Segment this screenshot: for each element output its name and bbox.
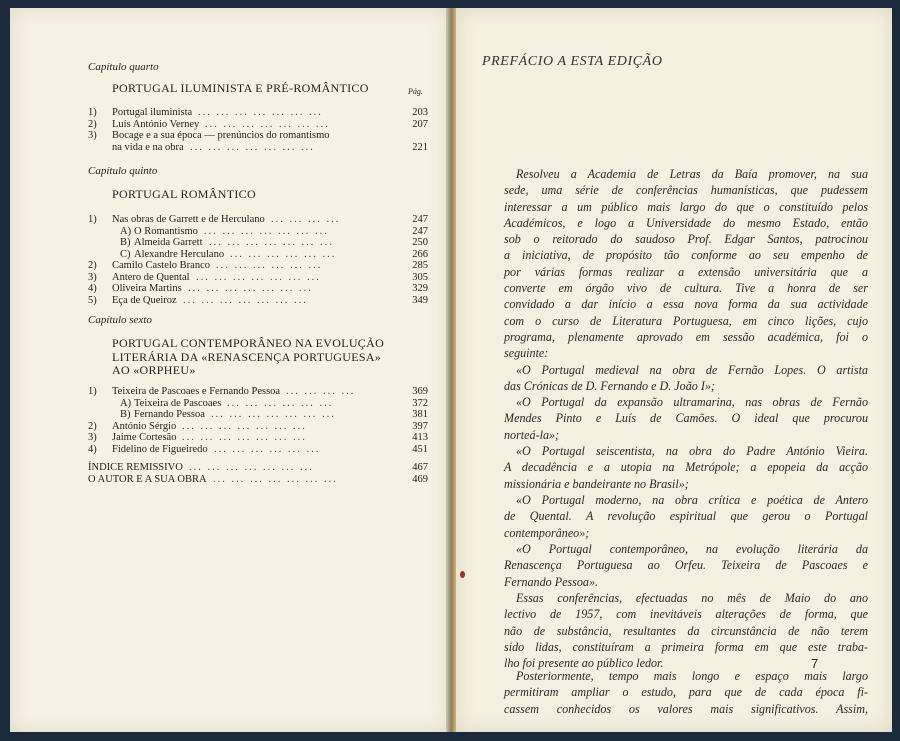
chapter-six-label: Capítulo sexto: [88, 314, 152, 326]
right-page: [456, 8, 892, 732]
page-column-label: Pág.: [408, 87, 423, 96]
text-line: contemporâneo»;: [504, 525, 590, 540]
toc-entry-page: 349: [412, 294, 428, 306]
toc-entry-title: Fernando Pessoa: [134, 409, 205, 420]
toc-entry-number: 3): [88, 432, 97, 443]
toc-entry-page: 247: [412, 225, 428, 237]
text-line: «O Portugal medieval na obra de Fernão Lopes. O artista: [516, 363, 868, 377]
text-line: lho foi presente ao público ledor.: [504, 656, 664, 671]
toc-entry-page: 329: [412, 283, 428, 294]
toc-leader-dots: ... ... ... ... ... ... ...: [209, 237, 334, 248]
text-line: lectivo de 1957, com inevitáveis alterações de forma, que: [504, 607, 868, 622]
toc-leader-dots: ... ... ... ... ... ...: [214, 443, 321, 455]
text-line: sido lidas, constituíram a primeira forma em que este traba-: [504, 639, 868, 654]
text-line: Essas conferências, efectuadas no mês de Maio do ano: [516, 591, 868, 605]
text-line: cassem conhecidos os valores mais significativos. Assim,: [504, 701, 868, 716]
toc-entry: [88, 432, 428, 444]
chapter-five-title: PORTUGAL ROMÂNTICO: [112, 187, 256, 201]
toc-entry: [88, 386, 428, 398]
toc-entry-title: O AUTOR E A SUA OBRA: [88, 473, 207, 485]
toc-entry-page: 207: [412, 118, 428, 130]
text-line: Posteriormente, tempo mais longo e espaço mais largo: [516, 669, 868, 683]
toc-entry: [88, 107, 428, 119]
preface-paragraph: [504, 166, 868, 362]
text-line: sob o reitorado do saudoso Prof. Edgar Santos, patrocinou: [504, 232, 868, 247]
toc-leader-dots: ... ... ... ... ... ... ...: [213, 473, 338, 485]
toc-leader-dots: ... ... ... ... ... ... ...: [182, 432, 307, 443]
program-item: [504, 492, 868, 541]
toc-entry-number: 1): [88, 107, 97, 118]
toc-entry-page: 451: [412, 443, 428, 455]
toc-entry-page: 285: [412, 260, 428, 271]
toc-leader-dots: ... ... ... ... ... ... ...: [190, 141, 315, 153]
toc-entry-title: Camilo Castelo Branco: [112, 260, 210, 271]
toc-entry-number: 2): [88, 260, 97, 271]
toc-entry: [88, 398, 428, 410]
toc-leader-dots: ... ... ... ... ... ... ...: [189, 462, 314, 473]
text-line: não de substância, resultantes da circunstância de não terem: [504, 623, 868, 638]
toc-leader-dots: ... ... ... ...: [286, 386, 356, 397]
text-line: seguinte:: [504, 346, 549, 361]
toc-entry-title: na vida e na obra: [112, 141, 184, 153]
toc-entry-number: 4): [88, 283, 97, 294]
toc-entry-title: Luís António Verney: [112, 118, 200, 130]
text-line: permitiram ampliar o estudo, para que de cada época fi-: [504, 685, 868, 700]
chapter-five-label: Capítulo quinto: [88, 165, 158, 177]
toc-entry-page: 369: [412, 386, 428, 397]
toc-entry-number: 1): [88, 214, 97, 225]
text-line: Fernando Pessoa».: [504, 574, 599, 589]
left-page: [10, 8, 448, 732]
toc-entry-page: 467: [412, 462, 428, 473]
toc-leader-dots: ... ... ... ... ... ...: [230, 248, 337, 260]
toc-entry-title: Eça de Queiroz: [112, 294, 177, 306]
toc-leader-dots: ... ... ... ... ... ...: [216, 260, 323, 271]
toc-entry: [88, 283, 428, 295]
toc-entry: [88, 462, 428, 474]
toc-entry-title: Fidelino de Figueiredo: [112, 443, 208, 455]
toc-entry-page: 305: [412, 271, 428, 283]
text-line: converte em órgão vivo de cultura. Tive a honra de ser: [504, 281, 868, 296]
toc-leader-dots: ... ... ... ... ... ... ...: [196, 271, 321, 283]
toc-entry-number: B): [120, 237, 131, 248]
toc-entry-title: Nas obras de Garrett e de Herculano: [112, 214, 265, 225]
text-line: Resolveu a Academia de Letras da Baía promover, na sua: [516, 167, 868, 181]
text-line: das Crónicas de D. Fernando e D. João I»;: [504, 379, 715, 394]
toc-entry-page: 247: [412, 214, 428, 225]
chapter-six-title-line: AO «ORPHEU»: [112, 363, 196, 377]
text-line: «O Portugal moderno, na obra crítica e poética de Antero: [516, 493, 868, 507]
toc-entry-number: A): [120, 225, 132, 237]
program-item: [504, 443, 868, 492]
toc-entry: [88, 409, 428, 421]
toc-entry-page: 469: [412, 473, 428, 485]
text-line: «O Portugal seiscentista, na obra do Padre António Vieira.: [516, 444, 868, 458]
toc-entry-title: Alexandre Herculano: [134, 248, 225, 260]
toc-entry-title: Bocage e a sua época — prenúncios do romantismo: [112, 130, 330, 141]
preface-paragraph: [504, 668, 868, 717]
preface-title: PREFÁCIO A ESTA EDIÇÃO: [482, 54, 663, 69]
toc-leader-dots: ... ... ... ... ... ... ...: [183, 294, 308, 306]
toc-entry: [88, 237, 428, 249]
toc-leader-dots: ... ... ... ... ... ... ...: [205, 118, 330, 130]
toc-entry-number: 4): [88, 443, 97, 455]
text-line: «O Portugal da expansão ultramarina, nas obras de Fernão: [516, 395, 868, 409]
toc-entry-page: 381: [412, 409, 428, 420]
toc-entry: [88, 214, 428, 226]
toc-entry-title: Jaime Cortesão: [112, 432, 177, 443]
chapter-four-label: Capítulo quarto: [88, 61, 159, 73]
toc-entry-number: 5): [88, 294, 97, 306]
toc-leader-dots: ... ... ... ... ... ... ...: [204, 225, 329, 237]
toc-leader-dots: ... ... ... ... ... ... ...: [198, 107, 323, 118]
text-line: Renascença Portuguesa ao Orfeu. Teixeira de Pascoaes e: [504, 558, 868, 573]
paper-stain: [460, 571, 465, 578]
toc-leader-dots: ... ... ... ... ... ... ...: [188, 283, 313, 294]
text-line: interessar a um público mais largo do que o constituído pelos: [504, 199, 868, 214]
toc-entry-title: Antero de Quental: [112, 271, 190, 283]
chapter-six-title-line: LITERÁRIA DA «RENASCENÇA PORTUGUESA»: [112, 349, 382, 364]
toc-entry-title: Teixeira de Pascoaes: [134, 397, 222, 409]
text-line: A decadência e a utopia na Metrópole; a epopeia da acção: [504, 460, 868, 475]
toc-entry-title: Almeida Garrett: [134, 237, 203, 248]
toc-entry: [88, 260, 428, 272]
toc-entry-number: 3): [88, 130, 97, 141]
toc-entry: [88, 444, 428, 456]
text-line: Mendes Pinto e Luís de Camões. O ideal que procurou: [504, 411, 868, 426]
toc-entry-number: 3): [88, 271, 97, 283]
text-line: de Quental. A revolução espiritual que gerou o Portugal: [504, 509, 868, 524]
text-line: sede, uma série de conferências humanísticas, que pudessem: [504, 183, 868, 198]
toc-entry: [88, 130, 428, 142]
toc-entry-page: 250: [412, 237, 428, 248]
toc-entry: [88, 295, 428, 307]
toc-entry-page: 372: [412, 397, 428, 409]
program-item: [504, 541, 868, 590]
toc-entry-number: 1): [88, 386, 97, 397]
text-line: com o curso de Literatura Portuguesa, em cinco lições, cujo: [504, 313, 868, 328]
toc-entry-number: 2): [88, 420, 97, 432]
toc-entry: [88, 474, 428, 486]
toc-entry: [88, 226, 428, 238]
toc-entry-title: Oliveira Martins: [112, 283, 182, 294]
text-line: programa, plenamente aprovado em sessão académica, foi o: [504, 329, 868, 344]
toc-entry: [88, 142, 428, 154]
toc-entry-title: ÍNDICE REMISSIVO: [88, 462, 183, 473]
toc-leader-dots: ... ... ... ... ... ...: [227, 397, 334, 409]
toc-leader-dots: ... ... ... ... ... ... ...: [211, 409, 336, 420]
chapter-six-title: [112, 337, 384, 378]
toc-entry-title: O Romantismo: [134, 225, 198, 237]
toc-entry-page: 266: [412, 248, 428, 260]
text-line: convidado a dar início a essa nova forma da sua actividade: [504, 297, 868, 312]
toc-entry-title: Teixeira de Pascoaes e Fernando Pessoa: [112, 386, 281, 397]
toc-leader-dots: ... ... ... ...: [271, 214, 341, 225]
toc-entry: [88, 119, 428, 131]
program-item: [504, 394, 868, 443]
toc-leader-dots: ... ... ... ... ... ... ...: [182, 420, 307, 432]
chapter-four-title: PORTUGAL ILUMINISTA E PRÉ-ROMÂNTICO: [112, 81, 369, 95]
toc-entry-number: 2): [88, 118, 97, 130]
text-line: norteá-la»;: [504, 427, 560, 442]
text-line: por várias formas realizar a extensão universitária que a: [504, 264, 868, 279]
toc-entry-title: António Sérgio: [112, 420, 177, 432]
toc-entry-page: 413: [412, 432, 428, 443]
page-number: 7: [811, 656, 819, 671]
text-line: a iniciativa, de propósito tão conforme ao seu empenho de: [504, 248, 868, 263]
toc-entry-page: 203: [412, 107, 428, 118]
toc-entry: [88, 272, 428, 284]
toc-entry-number: B): [120, 409, 131, 420]
toc-entry-number: A): [120, 397, 132, 409]
text-line: missionária e bandeirante no Brasil»;: [504, 476, 689, 491]
toc-entry: [88, 249, 428, 261]
toc-entry-number: C): [120, 248, 131, 260]
chapter-six-title-line: PORTUGAL CONTEMPORÂNEO NA EVOLUÇÃO: [112, 336, 385, 350]
toc-entry-title: Portugal iluminista: [112, 107, 193, 118]
program-item: [504, 362, 868, 395]
toc-entry-page: 221: [412, 141, 428, 153]
toc-entry: [88, 421, 428, 433]
text-line: «O Portugal contemporâneo, na evolução literária da: [516, 542, 868, 556]
toc-entry-page: 397: [412, 420, 428, 432]
text-line: Académicos, e logo a Universidade do mesmo Estado, então: [504, 215, 868, 230]
